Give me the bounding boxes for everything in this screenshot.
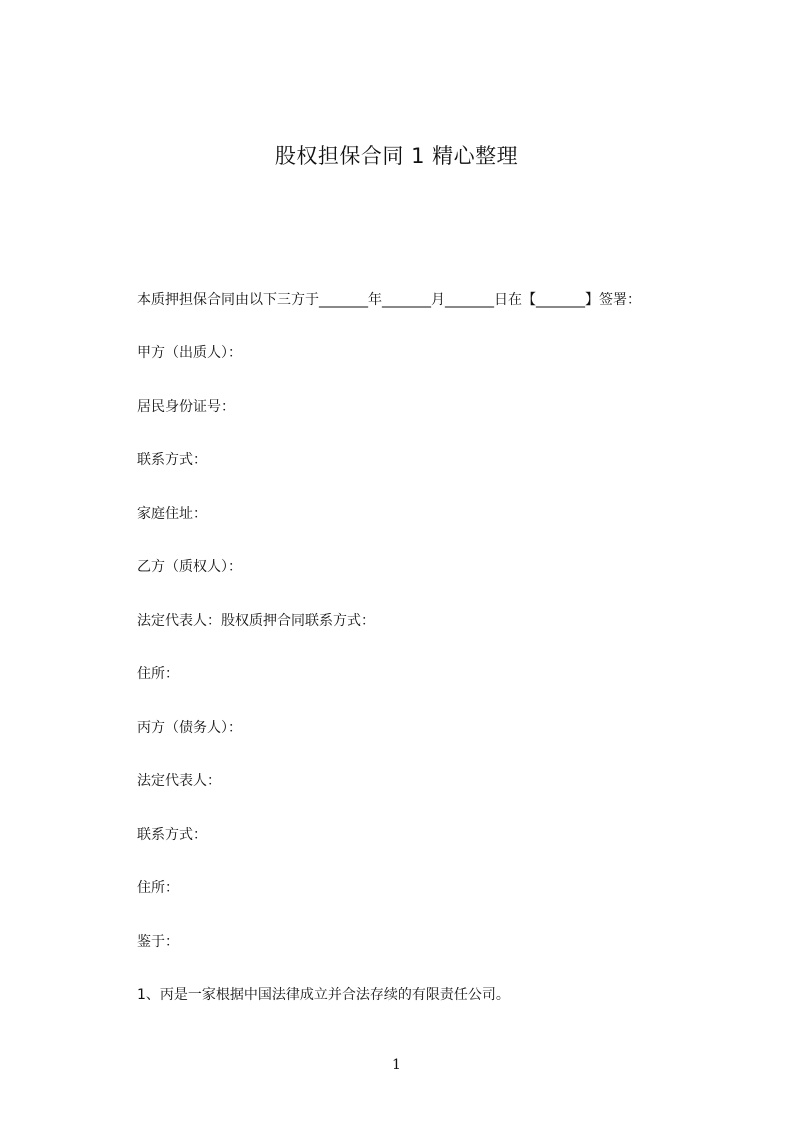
party-c-representative: 法定代表人：: [137, 773, 221, 789]
page-number: 1: [392, 1057, 401, 1073]
document-title: 股权担保合同 1 精心整理: [274, 144, 519, 168]
recital-item-1: 1、丙是一家根据中国法律成立并合法存续的有限责任公司。: [137, 987, 510, 1003]
party-a-contact: 联系方式：: [137, 452, 207, 468]
party-c-contact: 联系方式：: [137, 827, 207, 843]
party-c-residence: 住所：: [137, 880, 179, 896]
whereas-heading: 鉴于：: [137, 934, 179, 950]
party-b-residence: 住所：: [137, 666, 179, 682]
party-c-label: 丙方（债务人）：: [137, 720, 242, 736]
party-b-representative: 法定代表人：股权质押合同联系方式：: [137, 613, 375, 629]
party-a-address: 家庭住址：: [137, 506, 207, 522]
party-a-id-number: 居民身份证号：: [137, 399, 235, 415]
party-b-label: 乙方（质权人）：: [137, 559, 242, 575]
signing-statement: 本质押担保合同由以下三方于_______年_______月_______日在【_______】签署：: [137, 292, 641, 308]
party-a-label: 甲方（出质人）：: [137, 345, 242, 361]
